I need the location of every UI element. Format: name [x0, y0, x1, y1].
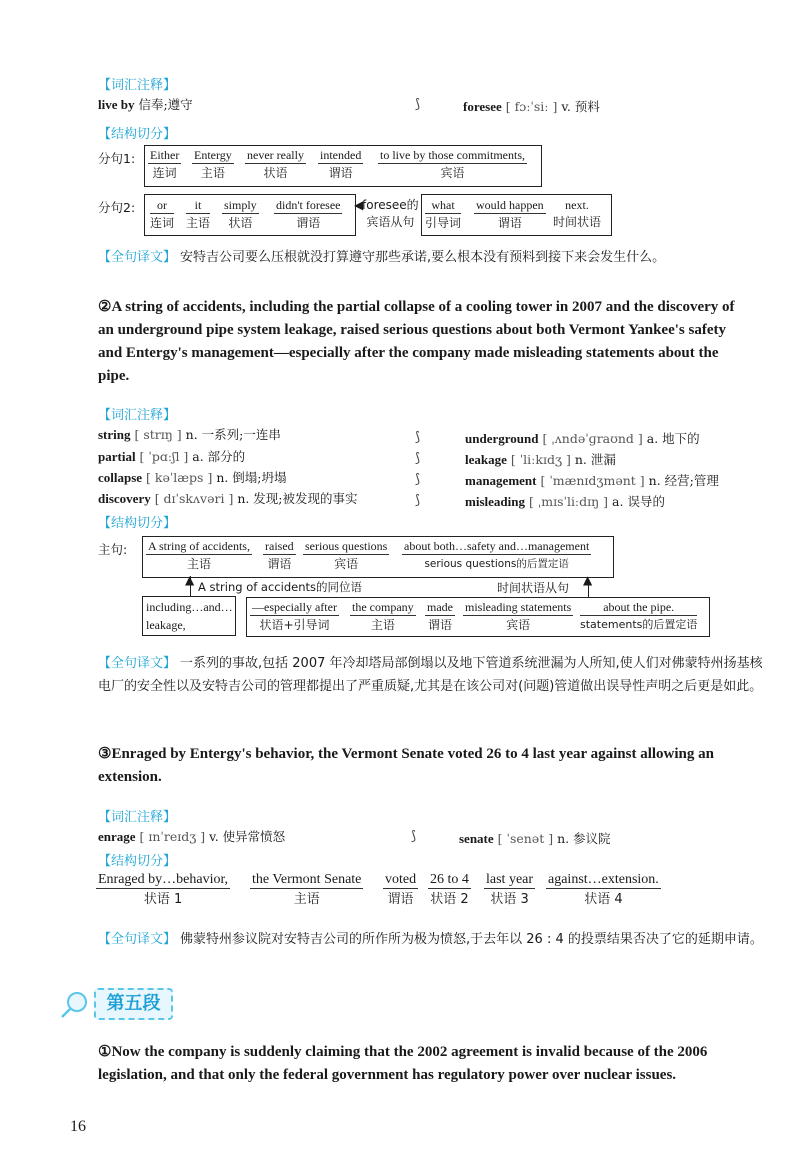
- vocab-entry: enrage [ ɪnˈreɪdʒ ] v. 使异常愤怒: [98, 829, 286, 844]
- sentence-3: ③Enraged by Entergy's behavior, the Vermont Senate voted 26 to 4 last year against allowing an extension.: [98, 746, 714, 785]
- clause-segment: next. 时间状语: [553, 198, 602, 229]
- clause-link: foresee的 宾语从句: [362, 198, 419, 229]
- clause-segment: never really 状语: [247, 148, 304, 180]
- clause-segment: the Vermont Senate 主语: [252, 872, 362, 907]
- structure-heading: 【结构切分】: [98, 854, 177, 869]
- clause-segment: misleading statements 宾语: [465, 600, 572, 632]
- paragraph-title: 第五段: [94, 988, 173, 1020]
- clause-segment: voted 谓语: [385, 872, 417, 907]
- clause-label: 分句1:: [98, 151, 136, 166]
- clause-segment: about the pipe. statements的后置定语: [580, 600, 698, 631]
- appositive-text: including…and… leakage,: [146, 600, 233, 632]
- clause-segment: or 连词: [150, 198, 175, 230]
- vocab-heading: 【词汇注释】: [98, 810, 177, 825]
- clause-segment: about both…safety and…management serious questions的后置定语: [404, 539, 590, 570]
- clause-segment: Either 连词: [150, 148, 180, 180]
- vocab-heading: 【词汇注释】: [98, 408, 177, 423]
- clause-segment: intended 谓语: [320, 148, 362, 180]
- vocab-entry: string [ strɪŋ ] n. 一系列;一连串: [98, 427, 281, 442]
- translation: 【全句译文】 安特吉公司要么压根就没打算遵守那些承诺,要么根本没有预料到接下来会发生什么。: [98, 250, 666, 265]
- vocab-entry: senate [ ˈsenət ] n. 参议院: [459, 831, 611, 846]
- page-number: 16: [70, 1118, 86, 1135]
- vocab-entry: foresee [ fɔːˈsiː ] v. 预料: [463, 99, 600, 114]
- vocab-entry: live by 信奉;遵守: [98, 97, 193, 112]
- magnifier-icon: [60, 990, 90, 1020]
- clause-segment: Entergy 主语: [194, 148, 232, 180]
- clause-segment: 26 to 4 状语 2: [430, 872, 469, 907]
- appositive-note: A string of accidents的同位语: [198, 580, 362, 594]
- vocab-entry: collapse [ kəˈlæps ] n. 倒塌;坍塌: [98, 470, 287, 485]
- clause-label: 主句:: [98, 542, 128, 557]
- vocab-entry: underground [ ˌʌndəˈɡraʊnd ] a. 地下的: [465, 431, 700, 446]
- vocab-entry: partial [ ˈpɑːʃl ] a. 部分的: [98, 449, 246, 464]
- clause-segment: didn't foresee 谓语: [276, 198, 341, 230]
- clause-segment: to live by those commitments, 宾语: [380, 148, 525, 180]
- clause-segment: it 主语: [186, 198, 211, 230]
- clause-segment: made 谓语: [427, 600, 453, 632]
- clause-segment: what 引导词: [425, 198, 462, 230]
- arrow-left-icon: ◀: [354, 198, 364, 212]
- vocab-entry: management [ ˈmænɪdʒmənt ] n. 经营;管理: [465, 473, 719, 488]
- clause-label: 分句2:: [98, 200, 136, 215]
- clause-segment: raised 谓语: [265, 539, 294, 571]
- vocab-entry: discovery [ dɪˈskʌvəri ] n. 发现;被发现的事实: [98, 491, 358, 506]
- clause-segment: Enraged by…behavior, 状语 1: [98, 872, 229, 907]
- separator-icon: ⟆ ⟆ ⟆ ⟆: [415, 430, 421, 508]
- arrow-up-icon: ▲: [583, 573, 593, 587]
- vocab-heading: 【词汇注释】: [98, 78, 177, 93]
- clause-segment: against…extension. 状语 4: [548, 872, 659, 907]
- sentence-2: ②A string of accidents, including the partial collapse of a cooling tower in 2007 and the discovery of an underground pipe system leakage, raised serious questions about both Vermont Yankee's safety and Entergy's management—especially after the company made misleading statements about the pipe.: [98, 299, 735, 384]
- vocab-entry: leakage [ ˈliːkɪdʒ ] n. 泄漏: [465, 452, 616, 467]
- clause-segment: last year 状语 3: [486, 872, 534, 907]
- clause-segment: simply 状语: [224, 198, 257, 230]
- time-clause-note: 时间状语从句: [497, 581, 570, 595]
- clause-segment: —especially after 状语+引导词: [252, 600, 337, 632]
- clause-segment: A string of accidents, 主语: [148, 539, 250, 571]
- translation: 【全句译文】 佛蒙特州参议院对安特吉公司的所作所为极为愤怒,于去年以 26 : 4 的投票结果否决了它的延期申请。: [98, 932, 763, 947]
- arrow-up-icon: ▲: [185, 573, 195, 587]
- clause-segment: would happen 谓语: [476, 198, 544, 230]
- sentence-5-1: ①Now the company is suddenly claiming that the 2002 agreement is invalid because of the 2006 legislation, and that only the federal government has regulatory power over nuclear issues.: [98, 1044, 708, 1083]
- clause-segment: the company 主语: [352, 600, 414, 632]
- clause-segment: serious questions 宾语: [305, 539, 388, 571]
- vocab-entry: misleading [ ˌmɪsˈliːdɪŋ ] a. 误导的: [465, 494, 665, 509]
- separator-icon: ⟆: [411, 829, 417, 844]
- separator-icon: ⟆: [415, 97, 421, 112]
- translation: 【全句译文】 一系列的事故,包括 2007 年冷却塔局部倒塌以及地下管道系统泄漏为人所知,使人们对佛蒙特州扬基核电厂的安全性以及安特吉公司的管理都提出了严重质疑,尤其是在该公司对(问题)管道做出误导性声明之后更是如此。: [98, 656, 763, 694]
- structure-heading: 【结构切分】: [98, 127, 177, 142]
- structure-heading: 【结构切分】: [98, 516, 177, 531]
